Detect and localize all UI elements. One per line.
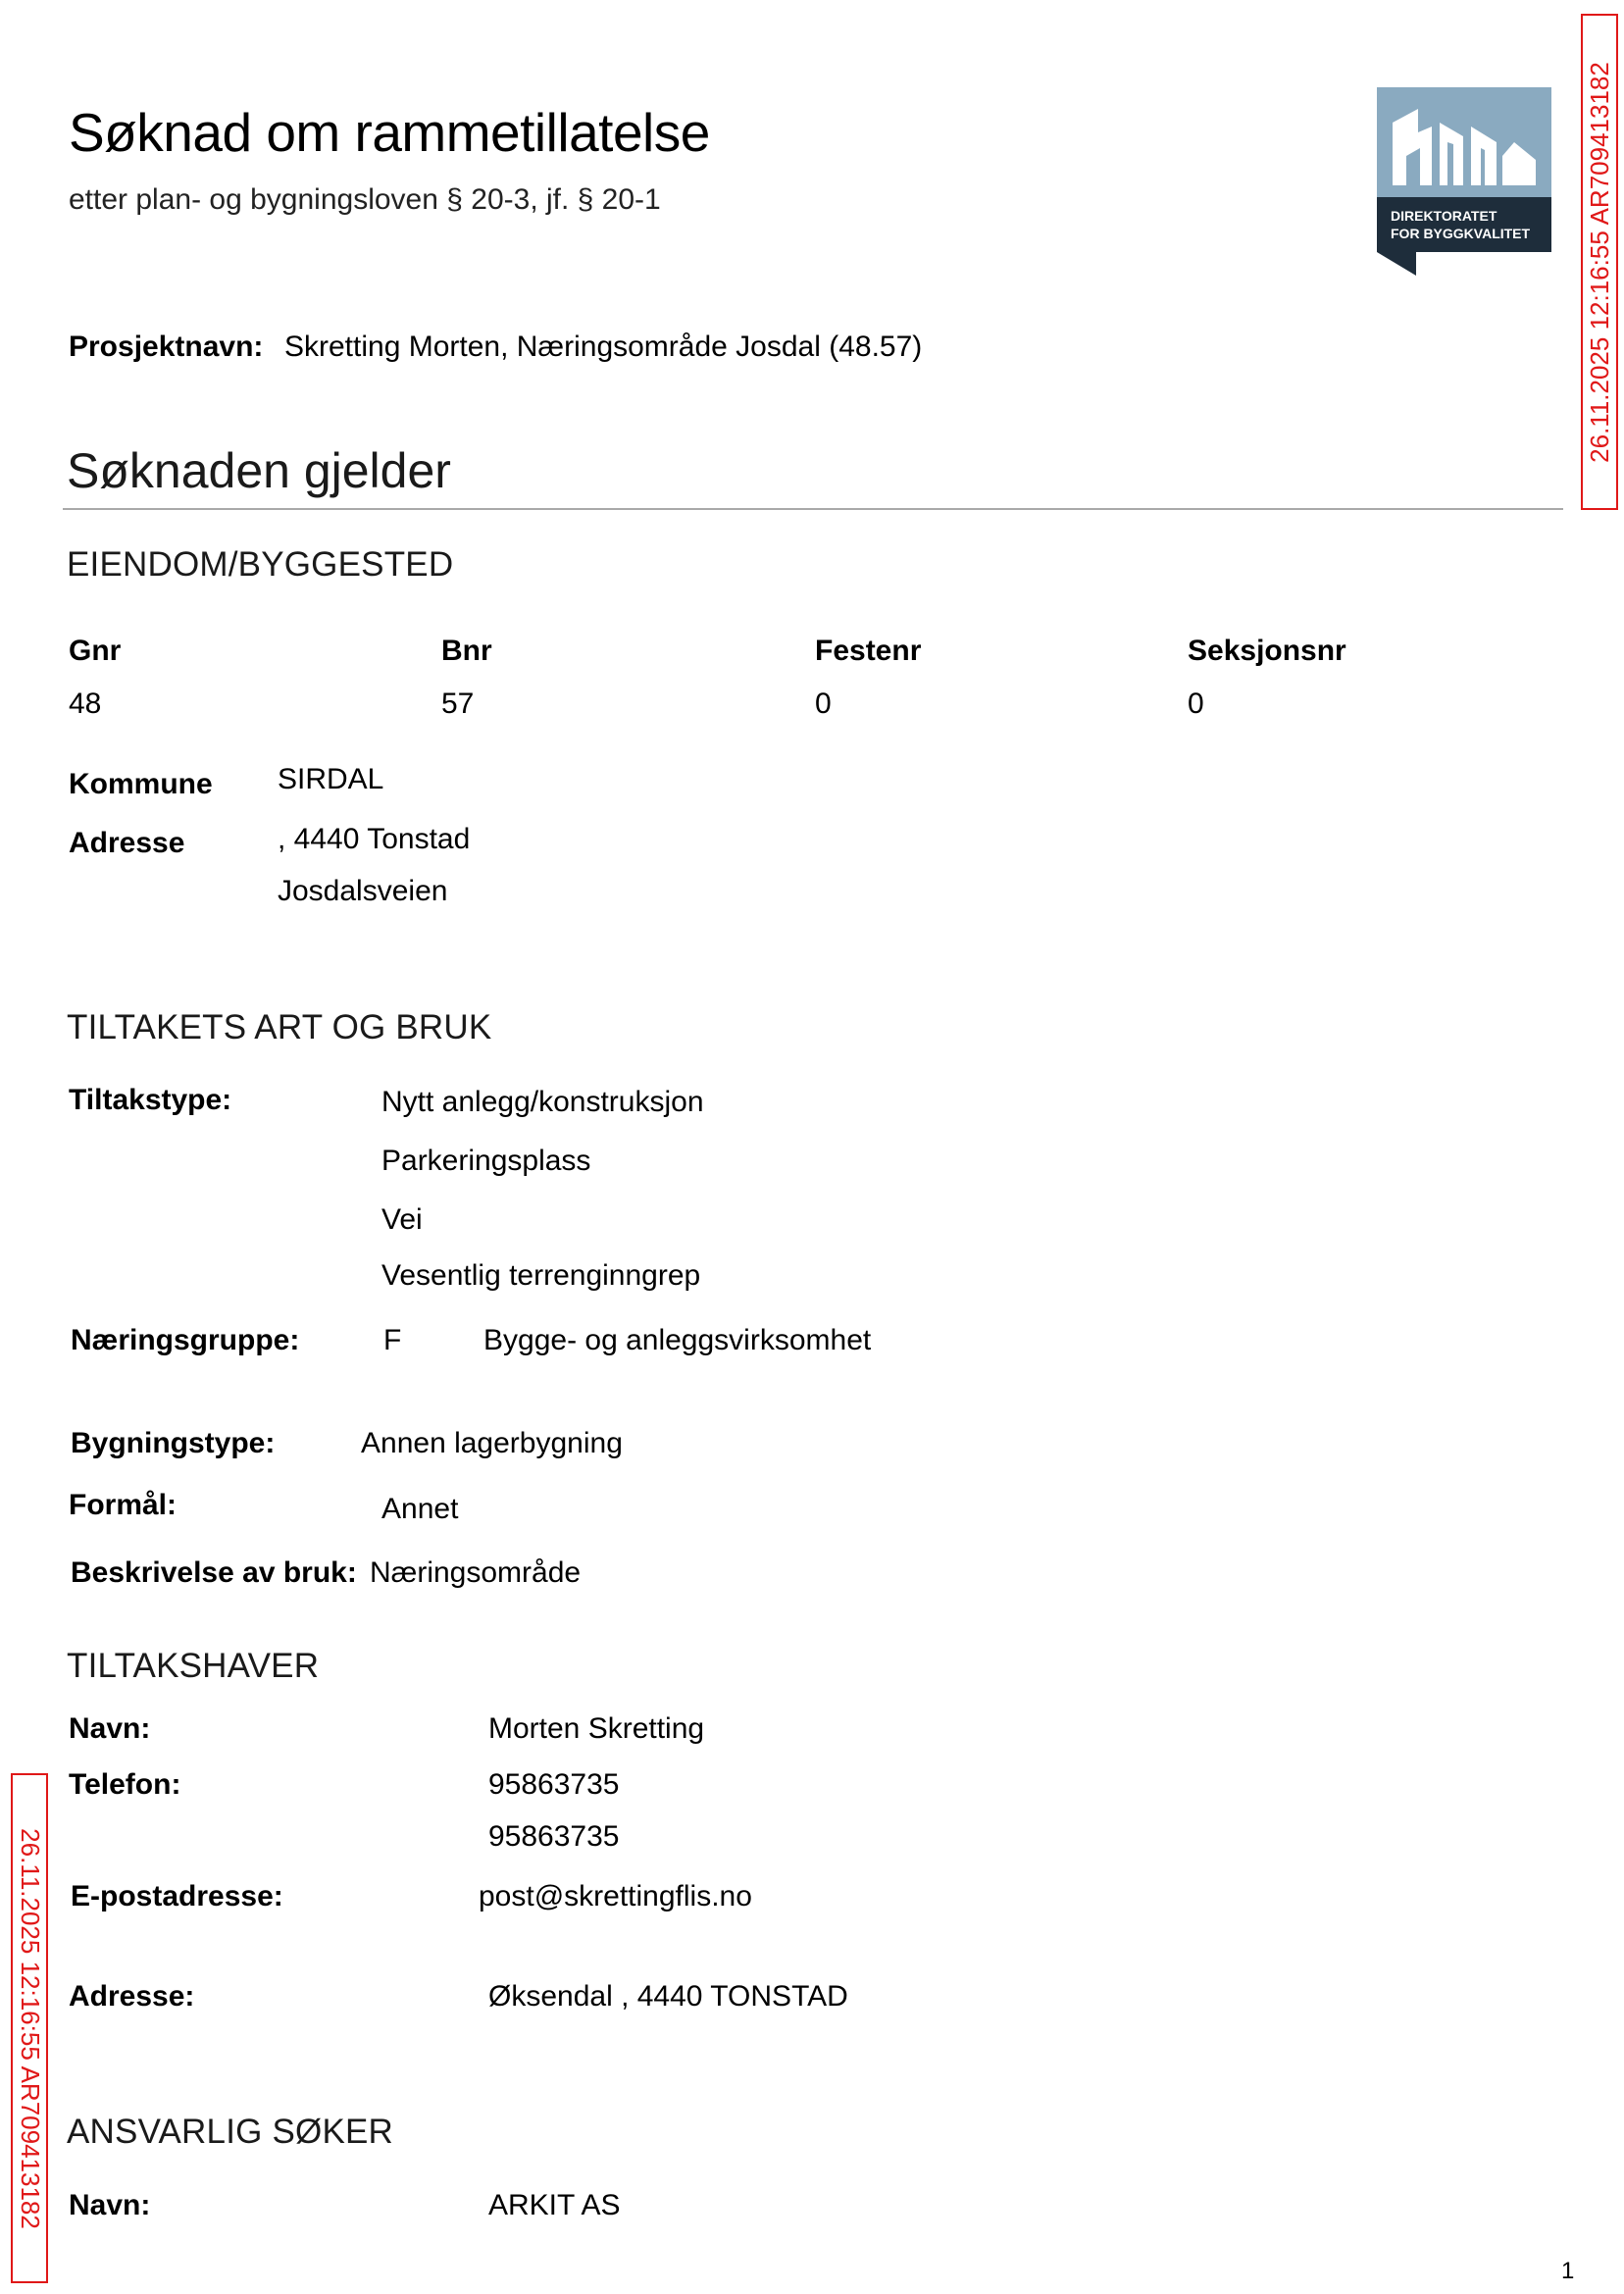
project-name-value: Skretting Morten, Næringsområde Josdal (48.57) [284,331,923,363]
applicant-navn-label: Navn: [69,2189,151,2221]
adresse-line2: Josdalsveien [278,875,448,907]
beskrivelse-label: Beskrivelse av bruk: [71,1556,357,1589]
gnr-label: Gnr [69,635,122,667]
tiltakstype-item: Vesentlig terrenginngrep [381,1259,701,1292]
section-divider [63,508,1563,510]
bygningstype-label: Bygningstype: [71,1427,276,1459]
bnr-label: Bnr [441,635,492,667]
owner-epost-label: E-postadresse: [71,1880,283,1912]
seksjonsnr-label: Seksjonsnr [1188,635,1346,667]
owner-adresse-value: Øksendal , 4440 TONSTAD [488,1980,848,2013]
owner-telefon-1: 95863735 [488,1768,620,1801]
gnr-value: 48 [69,688,102,720]
applicant-navn-value: ARKIT AS [488,2189,621,2221]
document-title: Søknad om rammetillatelse [69,102,710,163]
festenr-label: Festenr [815,635,922,667]
owner-telefon-label: Telefon: [69,1768,181,1801]
tiltakstype-item: Nytt anlegg/konstruksjon [381,1086,704,1118]
kommune-value: SIRDAL [278,763,384,795]
tiltakstype-label: Tiltakstype: [69,1084,232,1116]
bnr-value: 57 [441,688,475,720]
seksjonsnr-value: 0 [1188,688,1204,720]
receipt-stamp-left [11,1773,48,2283]
document-subtitle: etter plan- og bygningsloven § 20-3, jf. § 20-1 [69,183,661,216]
owner-adresse-label: Adresse: [69,1980,195,2013]
bygningstype-value: Annen lagerbygning [361,1427,623,1459]
owner-navn-value: Morten Skretting [488,1712,705,1745]
logo-line1: DIREKTORATET [1391,208,1497,224]
measure-heading: TILTAKETS ART OG BRUK [67,1008,492,1046]
naeringsgruppe-label: Næringsgruppe: [71,1324,300,1356]
logo-line2: FOR BYGGKVALITET [1391,226,1531,241]
property-heading: EIENDOM/BYGGESTED [67,545,454,584]
tiltakstype-item: Parkeringsplass [381,1145,591,1177]
adresse-line1: , 4440 Tonstad [278,823,471,855]
page-number: 1 [1561,2258,1575,2284]
owner-heading: TILTAKSHAVER [67,1647,320,1685]
applicant-heading: ANSVARLIG SØKER [67,2113,394,2151]
festenr-value: 0 [815,688,832,720]
beskrivelse-value: Næringsområde [370,1556,582,1589]
project-name-label: Prosjektnavn: [69,331,264,363]
owner-epost-value: post@skrettingflis.no [479,1880,752,1912]
naeringsgruppe-text: Bygge- og anleggsvirksomhet [483,1324,872,1356]
naeringsgruppe-code: F [383,1324,402,1356]
dibk-logo [1377,87,1551,276]
receipt-stamp-top [1581,14,1618,510]
kommune-label: Kommune [69,768,213,800]
adresse-label: Adresse [69,827,185,859]
section-title: Søknaden gjelder [67,443,451,498]
owner-telefon-2: 95863735 [488,1820,620,1853]
tiltakstype-item: Vei [381,1203,423,1236]
owner-navn-label: Navn: [69,1712,151,1745]
receipt-stamp-left-text: 26.11.2025 12:16:55 AR709413182 [15,1827,45,2229]
formal-label: Formål: [69,1489,178,1521]
receipt-stamp-top-text: 26.11.2025 12:16:55 AR709413182 [1584,61,1614,463]
formal-value: Annet [381,1493,459,1525]
